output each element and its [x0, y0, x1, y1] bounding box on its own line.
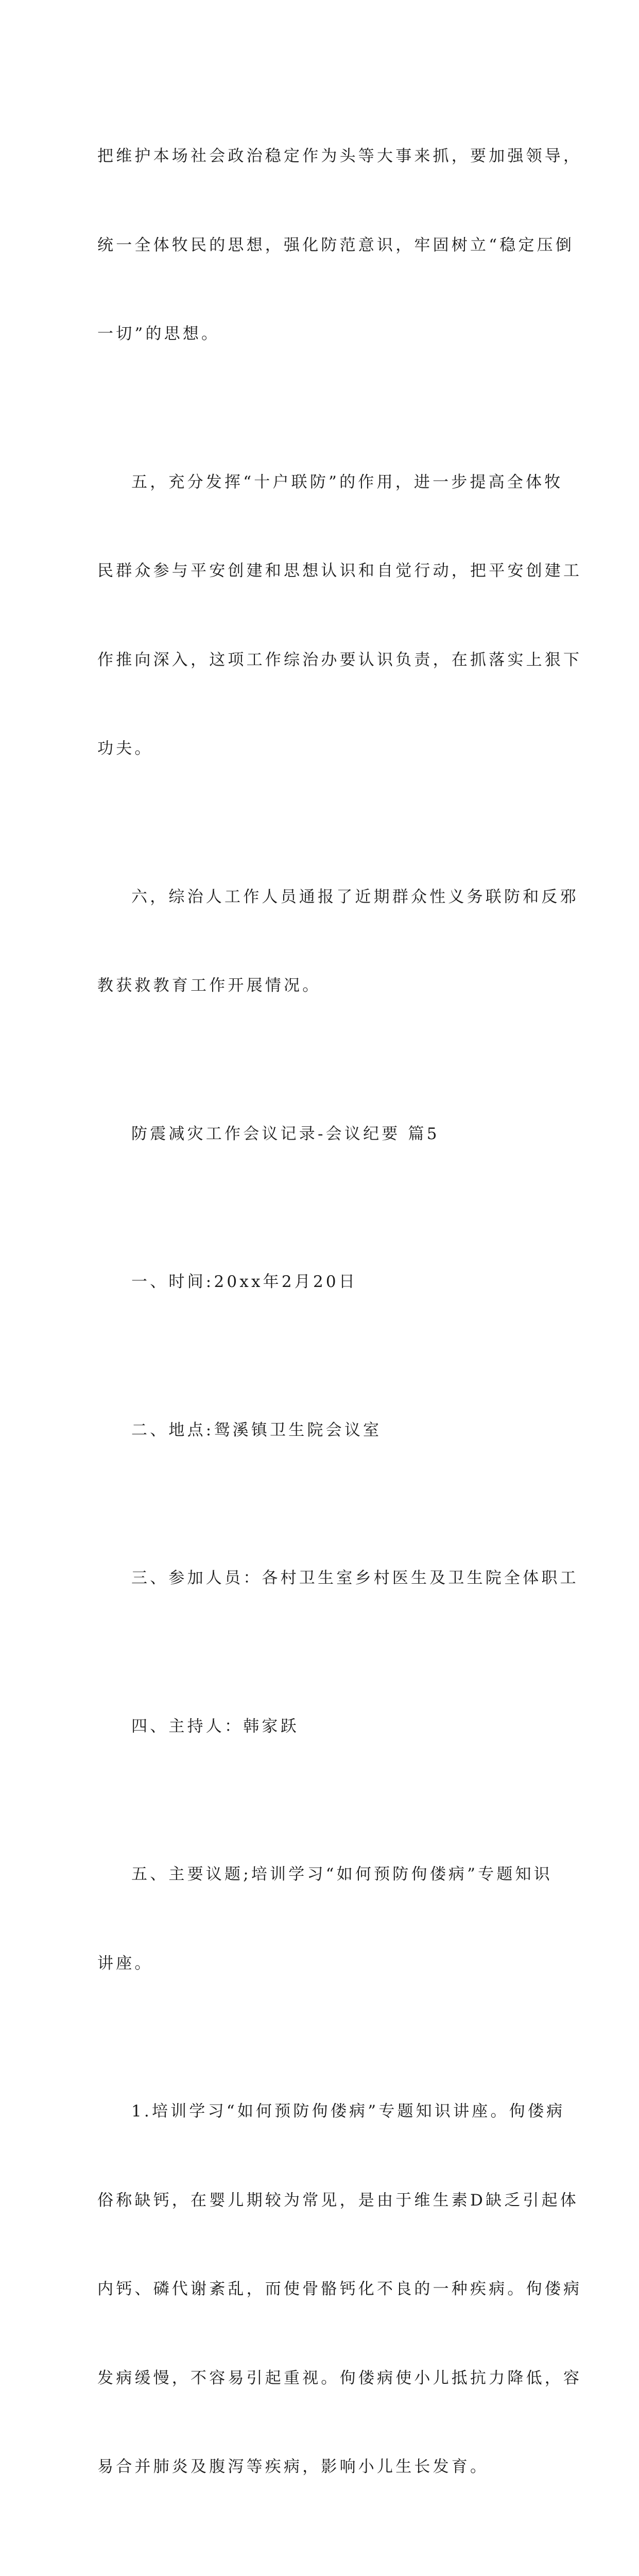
text-line: 二、地点:鸳溪镇卫生院会议室 — [97, 1416, 548, 1446]
text-line: 功夫。 — [97, 734, 548, 764]
text-line: 俗称缺钙，在婴儿期较为常见，是由于维生素D缺乏引起体 — [97, 2186, 548, 2216]
text-line: 五，充分发挥“十户联防”的作用，进一步提高全体牧 — [97, 468, 548, 498]
paragraph-2 — [97, 409, 548, 823]
text-line: 一、时间:20xx年2月20日 — [97, 1267, 548, 1297]
meeting-location — [97, 1357, 548, 1505]
text-line: 讲座。 — [97, 1949, 548, 1979]
text-line: 内钙、磷代谢紊乱，而使骨骼钙化不良的一种疾病。佝偻病 — [97, 2275, 548, 2304]
meeting-host — [97, 1653, 548, 1801]
text-line: 作推向深入，这项工作综治办要认识负责，在抓落实上狠下 — [97, 646, 548, 675]
text-line: 把维护本场社会政治稳定作为头等大事来抓，要加强领导， — [97, 142, 548, 172]
section-heading — [97, 1060, 548, 1209]
text-line: 四、主持人：韩家跃 — [97, 1712, 548, 1742]
meeting-participants — [97, 1504, 548, 1653]
document-page — [0, 0, 639, 904]
text-line: 六，综治人工作人员通报了近期群众性义务联防和反邪 — [97, 883, 548, 912]
paragraph-1 — [97, 82, 548, 409]
meeting-topic — [97, 1801, 548, 2038]
text-line: 三、参加人员：各村卫生室乡村医生及卫生院全体职工 — [97, 1564, 548, 1594]
text-line: 教获救教育工作开展情况。 — [97, 971, 548, 1001]
text-line: 民群众参与平安创建和思想认识和自觉行动，把平安创建工 — [97, 556, 548, 586]
heading-line: 防震减灾工作会议记录-会议纪要 篇5 — [97, 1120, 548, 1149]
text-line: 1.培训学习“如何预防佝偻病”专题知识讲座。佝偻病 — [97, 2097, 548, 2127]
item-1 — [97, 2038, 548, 2541]
meeting-time — [97, 1208, 548, 1357]
text-line: 易合并肺炎及腹泻等疾病，影响小儿生长发育。 — [97, 2452, 548, 2482]
item-2 — [97, 2541, 548, 2576]
text-line: 五、主要议题;培训学习“如何预防佝偻病”专题知识 — [97, 1860, 548, 1890]
paragraph-3 — [97, 823, 548, 1060]
text-line: 发病缓慢，不容易引起重视。佝偻病使小儿抵抗力降低，容 — [97, 2364, 548, 2394]
document-body — [97, 82, 548, 2576]
text-line: 统一全体牧民的思想，强化防范意识，牢固树立“稳定压倒 — [97, 231, 548, 261]
text-line: 一切”的思想。 — [97, 319, 548, 349]
